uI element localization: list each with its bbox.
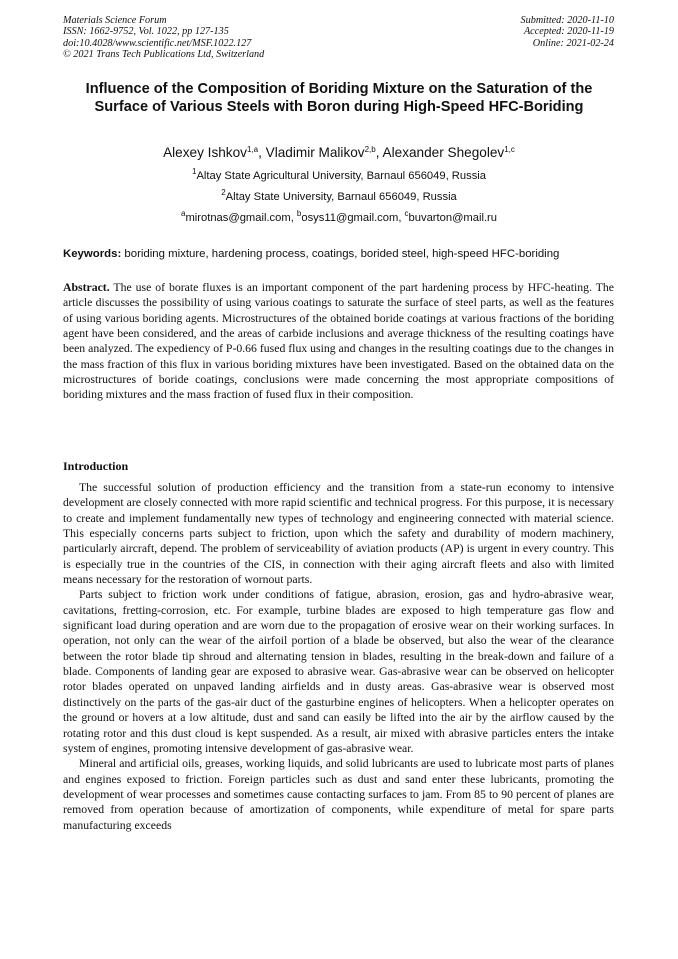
introduction-body	[63, 480, 614, 833]
email-link[interactable]: osys11@gmail.com	[301, 212, 399, 224]
keywords-text: boriding mixture, hardening process, coatings, borided steel, high-speed HFC-boriding	[124, 248, 560, 260]
journal-header	[63, 15, 264, 61]
email-link[interactable]: mirotnas@gmail.com	[185, 212, 291, 224]
paragraph: Parts subject to friction work under conditions of fatigue, abrasion, erosion, gas and hydro-abrasive wear, cavitations, fretting-corrosion, etc. For example, turbine blades are exposed to high temperature gas flow and significant load during operation and are worn due to the propagation of erosive wear on their working surfaces. In operation, not only can the wear of the airfoil portion of a blade be observed, but also the wear of the clearance between the rotor blade tip shroud and alternating tension in blades, resulting in the break-down and failure of a blade. Components of landing gear are exposed to abrasive wear. Gas-abrasive wear can be observed on helicopter rotor blades operated on unpaved landing airfields and in dusty areas. Gas-abrasive wear is observed most distinctively on the parts of the gas-air duct of the gasturbine engines of helicopters. When a helicopter operates on the ground or hovers at a low altitude, dust and sand can easily be lifted into the air by the airflow caused by the rotating rotor and this dust cloud is kept suspended. As a result, air mixed with abrasive particles enters the intake system of engines, promoting intensive development of gas-abrasive wear.	[63, 588, 614, 755]
section-heading-introduction: Introduction	[63, 459, 129, 473]
author-list	[0, 144, 678, 162]
author: Alexey Ishkov$^{1,a}$,	[163, 145, 266, 160]
keywords-label: Keywords:	[63, 248, 122, 260]
accepted-date: Accepted: 2020-11-19	[523, 26, 614, 38]
online-date: Online: 2021-02-24	[532, 37, 614, 49]
author-emails: $^a$mirotnas@gmail.com, $^b$osys11@gmail.com, $^c$buvarton@mail.ru	[181, 209, 497, 224]
affiliation-2: $^2$Altay State University, Barnaul 656049, Russia	[221, 188, 457, 203]
journal-name: Materials Science Forum	[63, 15, 167, 26]
copyright-line: © 2021 Trans Tech Publications Ltd, Switzerland	[63, 49, 265, 61]
author: Vladimir Malikov$^{2,b}$,	[265, 145, 383, 160]
email-link[interactable]: buvarton@mail.ru	[408, 212, 497, 224]
submitted-date: Submitted: 2020-11-10	[520, 15, 614, 26]
abstract-label: Abstract.	[63, 281, 110, 294]
paragraph: The successful solution of production efficiency and the transition from a state-run economy to intensive development are closely connected with more rapid scientific and technical progress. For this purpose, it is necessary to create and implement fundamentally new types of technology and engineering connected with material science. This especially concerns parts subject to friction, upon which the safety and durability of modern machinery, particularly aircraft, depend. The problem of serviceability of aviation products (AP) is urgent in every country. This is especially true in the countries of the CIS, in connection with their aging aircraft fleets and also with limited means necessary for the restoration of wornout parts.	[63, 481, 614, 587]
doi-line: doi:10.4028/www.scientific.net/MSF.1022.127	[63, 37, 252, 49]
abstract	[63, 280, 614, 403]
dates-header	[521, 15, 614, 49]
issn-line: ISSN: 1662-9752, Vol. 1022, pp 127-135	[63, 26, 229, 38]
abstract-text: The use of borate fluxes is an important component of the part hardening process by HFC-heating. The article discusses the possibility of using various coatings to saturate the surface of steel parts, as well as the features of using various boriding agents. Microstructures of the obtained boride coatings at various fractions of the boriding agent have been considered, and the areas of carbide inclusions and average thickness of the resulting coatings have been analyzed. The expediency of P-0.66 fused flux using and changes in the resulting coatings due to the changes in the mass fraction of this flux in various boriding mixtures have been investigated. Based on the obtained data on the microstructures of boride coatings, conclusions were made concerning the most appropriate compositions of boriding mixtures and the mass fraction of fused flux in their composition.	[63, 281, 615, 402]
paragraph: Mineral and artificial oils, greases, working liquids, and solid lubricants are used to lubricate most parts of planes and engines exposed to friction. Foreign particles such as dust and sand enter these lubricants, promoting the development of wear processes and sometimes cause contacting surfaces to jam. From 85 to 90 percent of planes are removed from operation because of amortization of components, while expenditure of metal for spare parts manufacturing exceeds	[63, 757, 614, 832]
keywords	[63, 247, 619, 261]
affiliation-1: $^1$Altay State Agricultural University, Barnaul 656049, Russia	[191, 167, 487, 182]
author: Alexander Shegolev$^{1,c}$	[382, 145, 515, 160]
paper-title: Influence of the Composition of Boriding Mixture on the Saturation of the Surface of Various Steels with Boron during High-Speed HFC-Boriding	[85, 81, 593, 115]
